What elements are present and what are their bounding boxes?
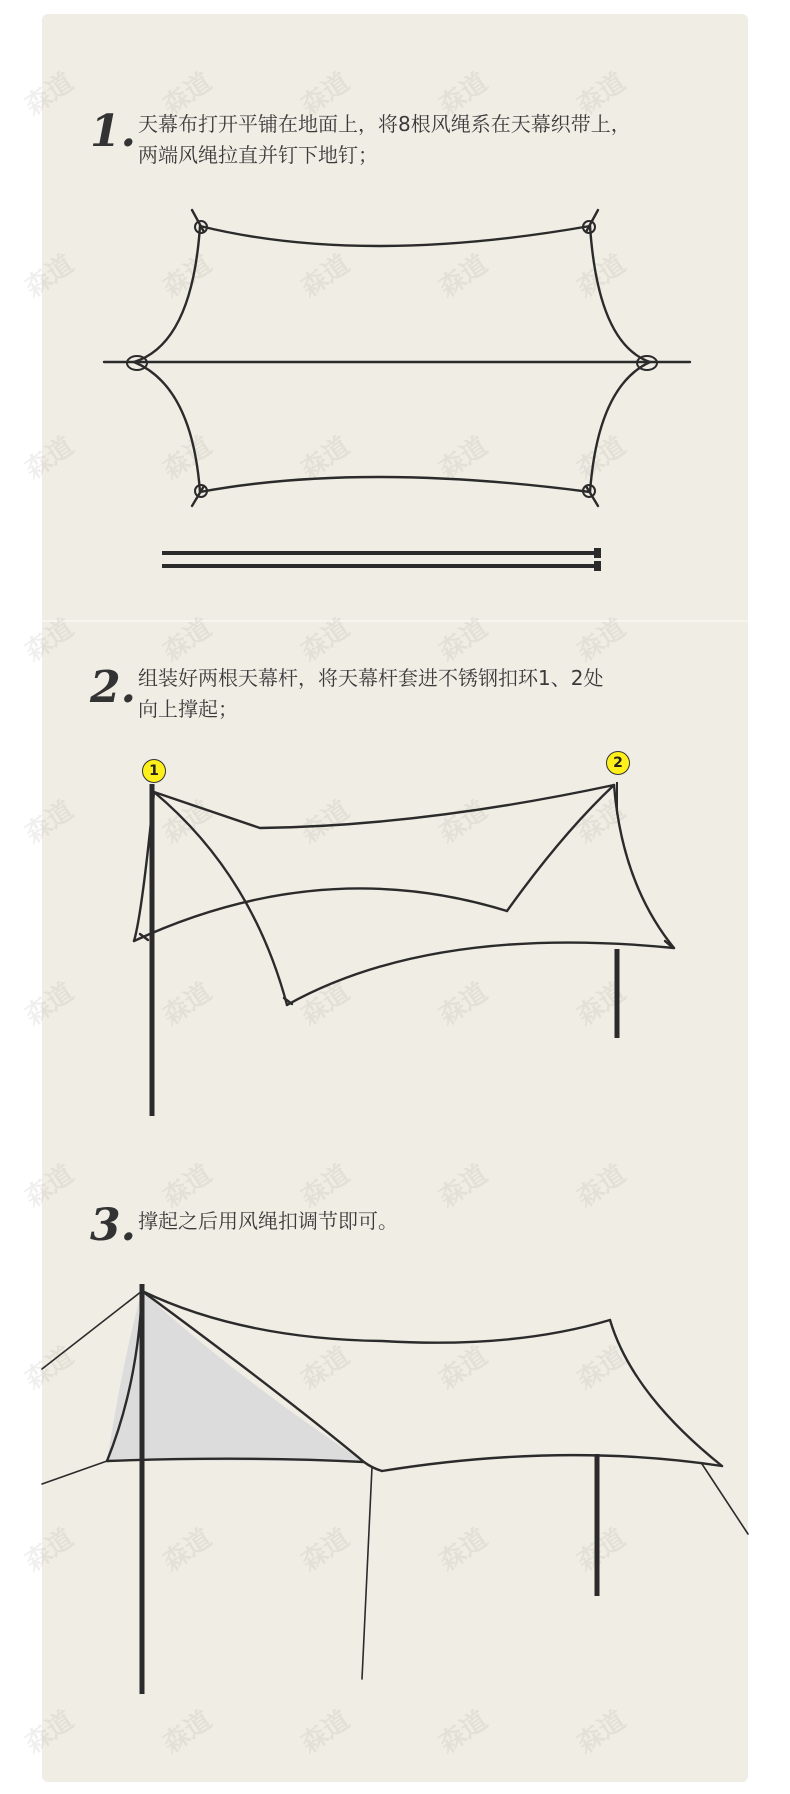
ring-2-marker: 2 [606,751,630,775]
watermark-text: 森道 [19,613,80,668]
tarp-raising-diagram [42,614,748,1154]
watermark-text: 森道 [157,1705,218,1760]
tarp-bottom-edge [200,477,590,492]
guy-line [362,1467,372,1679]
watermark-text: 森道 [157,431,218,486]
watermark-text: 森道 [571,977,632,1032]
watermark-text: 森道 [295,1341,356,1396]
watermark-text: 森道 [433,1705,494,1760]
instruction-panel [19,14,748,1782]
watermark-text: 森道 [295,613,356,668]
tarp-right-lower-edge [590,362,650,492]
watermark-text: 森道 [433,249,494,304]
watermark-text: 森道 [19,1159,80,1214]
guy-line [702,1464,748,1534]
guy-line [42,1461,107,1484]
tarp-flat-diagram [42,14,748,614]
poles-icon [162,548,601,571]
watermark-text: 森道 [295,1705,356,1760]
watermark-text: 森道 [157,67,218,122]
watermark-text: 森道 [433,1341,494,1396]
watermark-text: 森道 [571,1523,632,1578]
tarp-top-edge [142,1291,610,1343]
watermark-text: 森道 [157,795,218,850]
watermark-text: 森道 [19,1341,80,1396]
watermark-text: 森道 [433,795,494,850]
watermark-text: 森道 [19,1705,80,1760]
watermark-text: 森道 [433,67,494,122]
tarp-right-edge [610,1320,722,1466]
step-3-number: 3. [90,1200,136,1251]
step-2-line-2: 向上撑起； [138,697,238,721]
watermark-text: 森道 [295,1159,356,1214]
watermark-text: 森道 [571,613,632,668]
step-1-number: 1. [90,106,136,157]
watermark-text: 森道 [295,795,356,850]
step-2-number: 2. [90,662,136,713]
tarp-left-upper-edge [134,226,200,362]
watermark-text: 森道 [433,613,494,668]
watermark-text: 森道 [19,977,80,1032]
tarp-pitched-diagram [42,1254,748,1782]
watermark-text: 森道 [571,1341,632,1396]
watermark-text: 森道 [433,431,494,486]
shaded-tarp-panel [107,1291,364,1462]
tarp-bottom-edge [382,1455,722,1471]
pole-cap [594,561,601,571]
watermark-text: 森道 [157,249,218,304]
watermark-text: 森道 [571,1159,632,1214]
tarp-left-lower-edge [134,362,200,492]
watermark-text: 森道 [571,1705,632,1760]
tarp-top-edge [200,226,590,246]
watermark-text: 森道 [295,1523,356,1578]
watermark-text: 森道 [295,977,356,1032]
watermark-text: 森道 [295,67,356,122]
tarp-right-edge [614,785,674,948]
step-1-line-1: 天幕布打开平铺在地面上，将8根风绳系在天幕织带上， [138,112,631,136]
step-1-line-2: 两端风绳拉直并钉下地钉； [138,143,378,167]
watermark-text: 森道 [571,795,632,850]
tarp-right-upper-edge [590,226,650,362]
watermark-text: 森道 [433,1523,494,1578]
step-3-line-1: 撑起之后用风绳扣调节即可。 [138,1209,398,1233]
watermark-text: 森道 [433,977,494,1032]
step-3-text [138,1206,718,1237]
watermark-text: 森道 [157,613,218,668]
watermark-text: 森道 [157,1523,218,1578]
watermark-text: 森道 [295,431,356,486]
tarp-top-edge [154,785,614,828]
watermark-text: 森道 [19,249,80,304]
watermark-text: 森道 [571,249,632,304]
watermark-text: 森道 [19,795,80,850]
step-2-line-1: 组装好两根天幕杆，将天幕杆套进不锈钢扣环1、2处 [138,666,604,690]
ring-1-marker: 1 [142,759,166,783]
watermark-text: 森道 [571,67,632,122]
pole-cap [594,548,601,558]
watermark-text: 森道 [19,1523,80,1578]
watermark-text: 森道 [157,977,218,1032]
watermark-text: 森道 [19,431,80,486]
watermark-text: 森道 [19,67,80,122]
watermark-text: 森道 [295,249,356,304]
watermark-text: 森道 [571,431,632,486]
watermark-text: 森道 [433,1159,494,1214]
watermark-text: 森道 [157,1159,218,1214]
tarp-middle-edge [134,888,507,941]
tarp-right-fold [507,785,614,911]
